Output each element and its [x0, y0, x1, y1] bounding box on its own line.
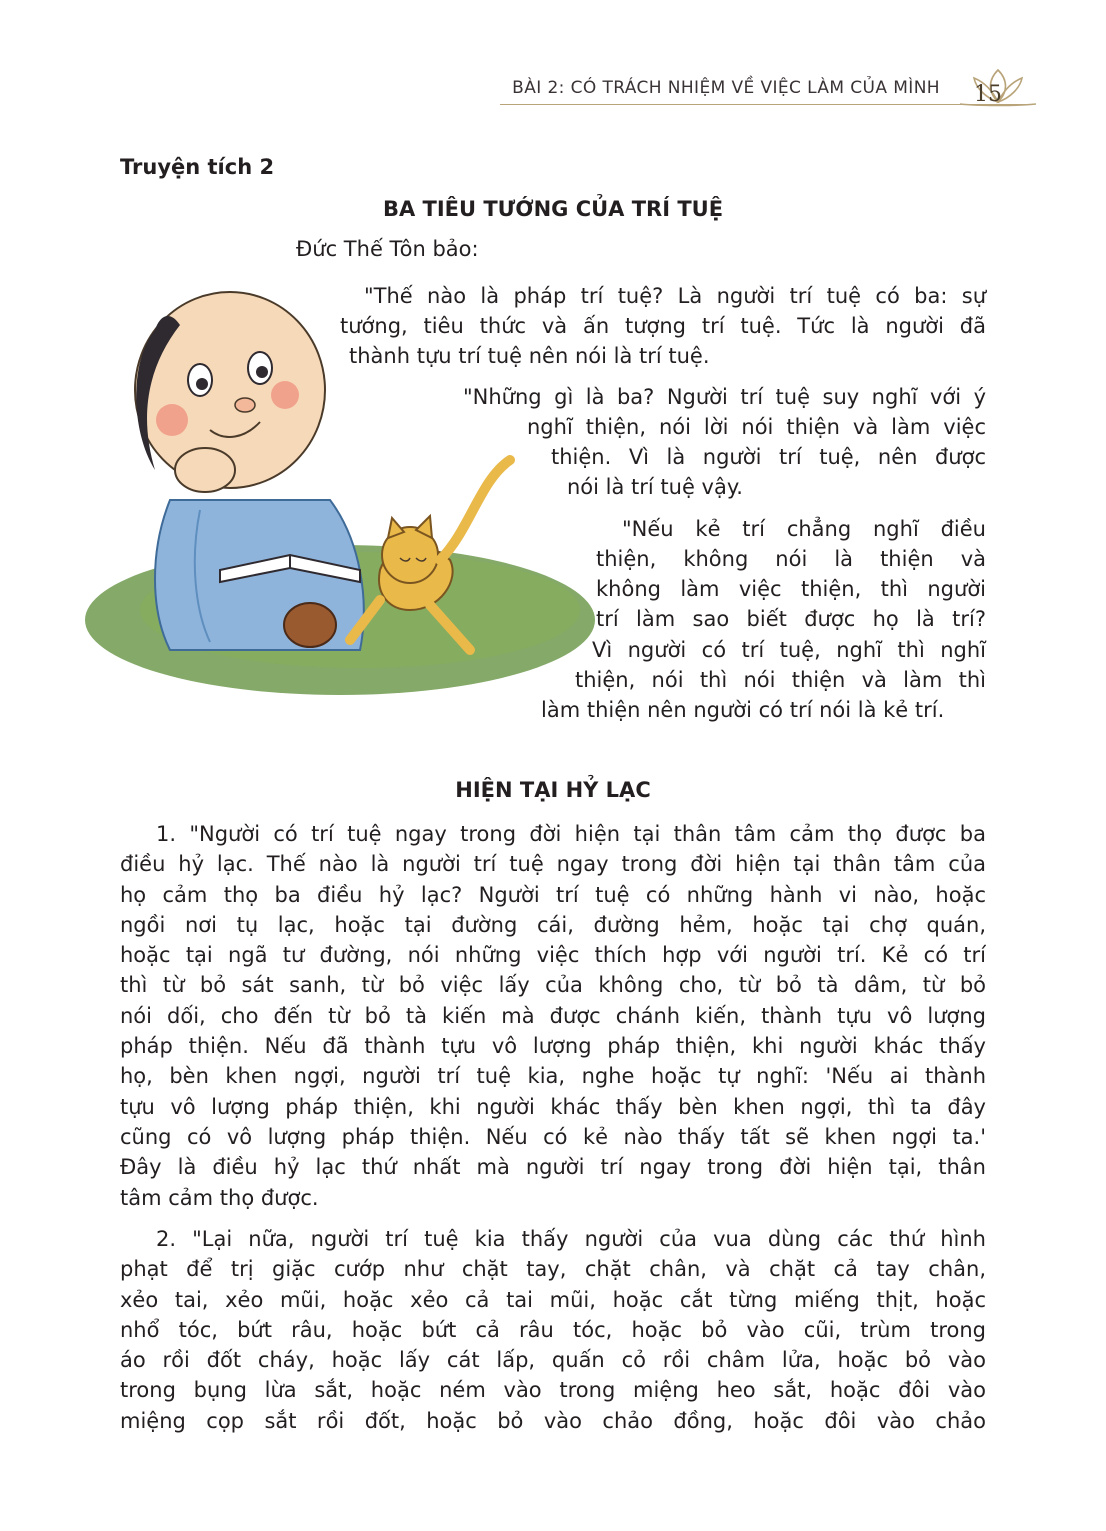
text-line: tướng, tiêu thức và ấn tượng trí tuệ. Tức là người đã: [340, 314, 986, 338]
text-line: ngồi nơi tụ lạc, hoặc tại đường cái, đường hẻm, hoặc tại chợ quán,: [120, 912, 986, 937]
text-line: áo rồi đốt cháy, hoặc lấy cát lấp, quấn cỏ rồi châm lửa, hoặc bỏ vào: [120, 1348, 986, 1373]
text-line: tâm cảm thọ được.: [120, 1185, 319, 1210]
text-line: thiện, không nói là thiện và: [596, 547, 986, 571]
text-line: trong bụng lừa sắt, hoặc ném vào trong miệng heo sắt, hoặc đôi vào: [120, 1378, 986, 1403]
text-line: trí làm sao biết được họ là trí?: [596, 607, 986, 631]
text-line: "Nếu kẻ trí chẳng nghĩ điều: [622, 517, 986, 541]
text-line: họ, bèn khen ngợi, người trí tuệ kia, nghe hoặc tự nghĩ: 'Nếu ai thành: [120, 1064, 986, 1089]
chapter-header: BÀI 2: CÓ TRÁCH NHIỆM VỀ VIỆC LÀM CỦA MÌNH: [512, 78, 940, 98]
speaker-line: Đức Thế Tôn bảo:: [296, 237, 479, 261]
text-line: hoặc tại ngã tư đường, nói những việc thích hợp với người trí. Kẻ có trí: [120, 943, 986, 968]
text-line: họ cảm thọ ba điều hỷ lạc? Người trí tuệ có những hành vi nào, hoặc: [120, 882, 986, 907]
text-line: Đây là điều hỷ lạc thứ nhất mà người trí ngay trong đời hiện tại, thân: [120, 1155, 986, 1180]
text-line: thiện. Vì là người trí tuệ, nên được: [551, 445, 986, 469]
text-line: thì từ bỏ sát sanh, từ bỏ việc lấy của không cho, từ bỏ tà dâm, từ bỏ: [120, 973, 986, 998]
text-line: tựu vô lượng pháp thiện, khi người khác thấy bèn khen ngợi, thì ta đây: [120, 1094, 986, 1119]
story-label: Truyện tích 2: [120, 155, 275, 179]
text-line: xẻo tai, xẻo mũi, hoặc xẻo cả tai mũi, hoặc cắt từng miếng thịt, hoặc: [120, 1287, 986, 1312]
text-line: thiện, nói thì nói thiện và làm thì: [575, 668, 986, 692]
text-line: điều hỷ lạc. Thế nào là người trí tuệ ngay trong đời hiện tại thân tâm của: [120, 852, 986, 877]
paragraph: [120, 819, 986, 1213]
text-line: nói dối, cho đến từ bỏ tà kiến mà được chánh kiến, thành tựu vô lượng: [120, 1003, 986, 1028]
text-line: cũng có vô lượng pháp thiện. Nếu có kẻ nào thấy tất sẽ khen ngợi ta.': [120, 1124, 986, 1149]
text-line: 2. "Lại nữa, người trí tuệ kia thấy người của vua dùng các thứ hình: [156, 1227, 986, 1251]
section-title: HIỆN TẠI HỶ LẠC: [455, 778, 651, 802]
paragraph: [120, 1224, 986, 1436]
text-line: nhổ tóc, bứt râu, hoặc bứt cả râu tóc, hoặc bỏ vào cũi, trùm trong: [120, 1317, 986, 1342]
text-line: Vì người có trí tuệ, nghĩ thì nghĩ: [592, 638, 986, 662]
section-title: BA TIÊU TƯỚNG CỦA TRÍ TUỆ: [382, 197, 724, 221]
page-number: 15: [974, 82, 1002, 107]
text-line: "Những gì là ba? Người trí tuệ suy nghĩ với ý: [463, 385, 986, 409]
text-line: "Thế nào là pháp trí tuệ? Là người trí tuệ có ba: sự: [364, 284, 986, 308]
text-line: làm thiện nên người có trí nói là kẻ trí.: [541, 698, 945, 722]
text-line: 1. "Người có trí tuệ ngay trong đời hiện tại thân tâm cảm thọ được ba: [156, 822, 986, 846]
text-line: nghĩ thiện, nói lời nói thiện và làm việc: [527, 415, 986, 439]
header-rule: [500, 104, 1030, 105]
text-line: phạt để trị giặc cướp như chặt tay, chặt chân, và chặt cả tay chân,: [120, 1257, 986, 1282]
text-line: nói là trí tuệ vậy.: [567, 475, 743, 499]
text-line: pháp thiện. Nếu đã thành tựu vô lượng pháp thiện, khi người khác thấy: [120, 1034, 986, 1059]
text-line: không làm việc thiện, thì người: [596, 577, 986, 601]
text-line: miệng cọp sắt rồi đốt, hoặc bỏ vào chảo đồng, hoặc đôi vào chảo: [120, 1408, 986, 1433]
sandal: [284, 603, 336, 647]
text-line: thành tựu trí tuệ nên nói là trí tuệ.: [349, 344, 710, 368]
